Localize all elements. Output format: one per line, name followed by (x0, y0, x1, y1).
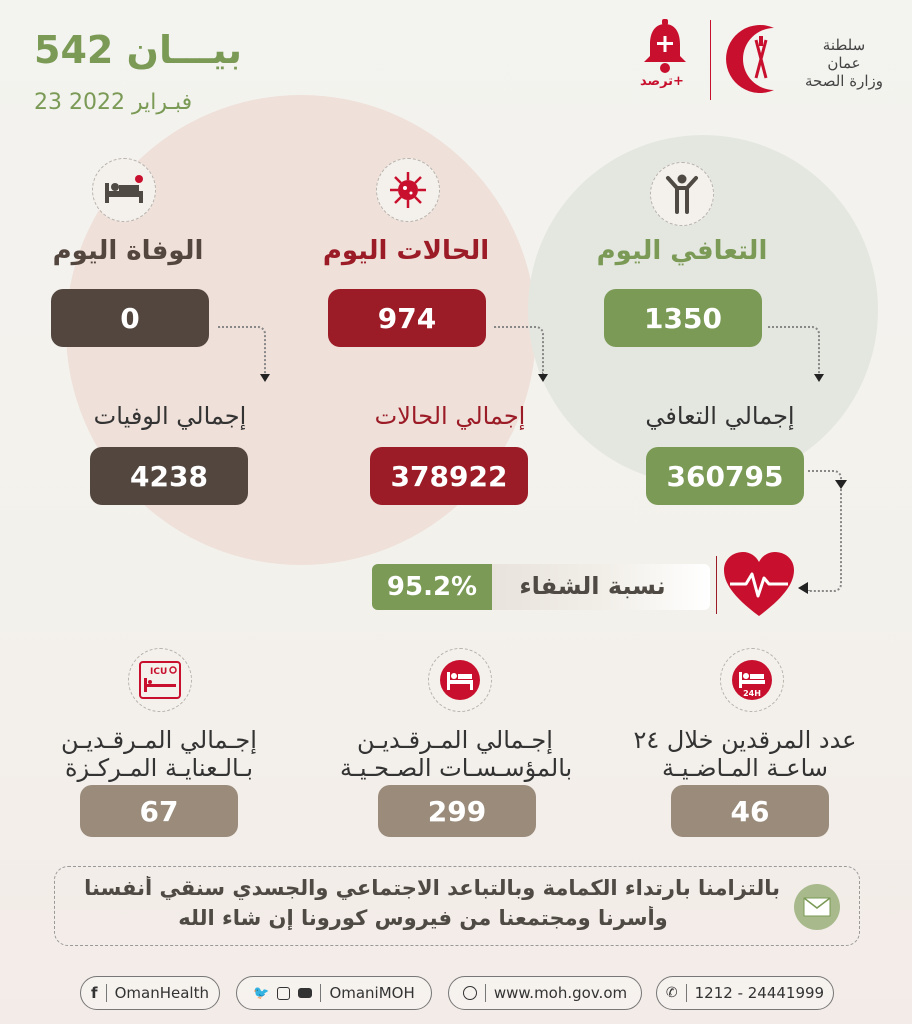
deaths-arrow (260, 374, 270, 382)
ministry-name (804, 36, 884, 90)
logo-divider (710, 20, 711, 100)
facilities-icon-circle (428, 648, 492, 712)
facilities-label1: إجـمالي المـرقـديـن (357, 726, 553, 754)
facebook-handle: OmanHealth (114, 984, 209, 1002)
svg-text:24H: 24H (743, 689, 761, 698)
crescent-icon (722, 20, 800, 98)
icu-icon (137, 658, 183, 702)
footer-sep-1 (106, 984, 107, 1002)
page-date: 23 فبـراير 2022 (34, 90, 193, 115)
last24-label1: عدد المرقدين خلال ٢٤ (633, 726, 857, 754)
last24-box: 46 (671, 785, 829, 837)
bed-24h-icon (730, 658, 774, 702)
footer-phone[interactable] (656, 976, 834, 1010)
footer-sep-4 (686, 984, 687, 1002)
hospital-bed-icon (438, 658, 482, 702)
message-line2: وأسرنا ومجتمعنا من فيروس كورونا إن شاء الله (178, 906, 668, 930)
globe-icon (463, 986, 477, 1000)
envelope-circle (794, 884, 840, 930)
twitter-icon: 🐦 (253, 985, 270, 1001)
virus-icon (388, 170, 428, 210)
rate-value: 95.2% (386, 572, 478, 602)
cases-total-label: إجمالي الحالات (374, 402, 526, 430)
recovery-total-label: إجمالي التعافي (645, 402, 795, 430)
rate-label: نسبة الشفاء (519, 572, 666, 600)
rate-top-arrow (835, 480, 847, 489)
recovery-today-box: 1350 (604, 289, 762, 347)
youtube-icon (298, 988, 312, 998)
moh-emblem (722, 20, 800, 98)
heart-container (722, 550, 796, 620)
icu-icon-circle (128, 648, 192, 712)
recovery-arrow (814, 374, 824, 382)
person-icon (665, 174, 699, 214)
facilities-box: 299 (378, 785, 536, 837)
cases-today-box: 974 (328, 289, 486, 347)
rate-value-box (372, 564, 492, 610)
recovery-total-box: 360795 (646, 447, 804, 505)
footer-sep-2 (320, 984, 321, 1002)
cases-total-box: 378922 (370, 447, 528, 505)
footer-sep-3 (485, 984, 486, 1002)
page-title: بيـــان 542 (34, 28, 243, 72)
bed-icon (101, 173, 147, 207)
deaths-icon-circle (92, 158, 156, 222)
message-line1: بالتزامنا بارتداء الكمامة وبالتباعد الاجتماعي والجسدي سنقي أنفسنا (84, 876, 780, 900)
deaths-total-label: إجمالي الوفيات (93, 402, 247, 430)
rate-divider (716, 556, 717, 614)
deaths-connector (218, 326, 266, 374)
last24-icon-circle (720, 648, 784, 712)
heart-icon (722, 550, 796, 620)
recovery-connector (768, 326, 820, 374)
icu-label1: إجـمالي المـرقـديـن (61, 726, 257, 754)
deaths-today-box: 0 (51, 289, 209, 347)
icu-label2: بـالـعنايـة المـركـزة (64, 754, 254, 782)
cases-arrow (538, 374, 548, 382)
cases-heading: الحالات اليوم (322, 236, 490, 266)
facebook-icon: f (91, 984, 98, 1002)
facilities-label2: بالمؤسـسـات الصـحـيـة (340, 754, 573, 782)
logo-area (634, 18, 884, 108)
deaths-total-box: 4238 (90, 447, 248, 505)
ministry-line1: سلطنة عمان (822, 36, 866, 72)
instagram-icon (277, 987, 290, 1000)
cases-connector (494, 326, 544, 374)
envelope-icon (803, 897, 831, 917)
ministry-line2: وزارة الصحة (805, 72, 883, 90)
social-handle: OmaniMOH (329, 984, 415, 1002)
cases-icon-circle (376, 158, 440, 222)
phone-icon: ✆ (665, 985, 678, 1001)
recovery-icon-circle (650, 162, 714, 226)
footer-social[interactable] (236, 976, 432, 1010)
svg-text:ICU: ICU (150, 667, 168, 677)
phone-number: 1212 - 24441999 (694, 984, 825, 1002)
deaths-heading: الوفاة اليوم (52, 236, 204, 266)
website-url: www.moh.gov.om (493, 984, 628, 1002)
footer-website[interactable] (448, 976, 642, 1010)
recovery-heading: التعافي اليوم (596, 236, 768, 266)
tarassud-logo (634, 18, 696, 98)
rate-left-arrow (798, 582, 808, 594)
last24-label2: ساعـة المـاضـيـة (661, 754, 829, 782)
footer-facebook[interactable] (80, 976, 220, 1010)
icu-box: 67 (80, 785, 238, 837)
tarassud-label: ترصد+ (640, 74, 684, 89)
bell-icon (634, 18, 696, 78)
